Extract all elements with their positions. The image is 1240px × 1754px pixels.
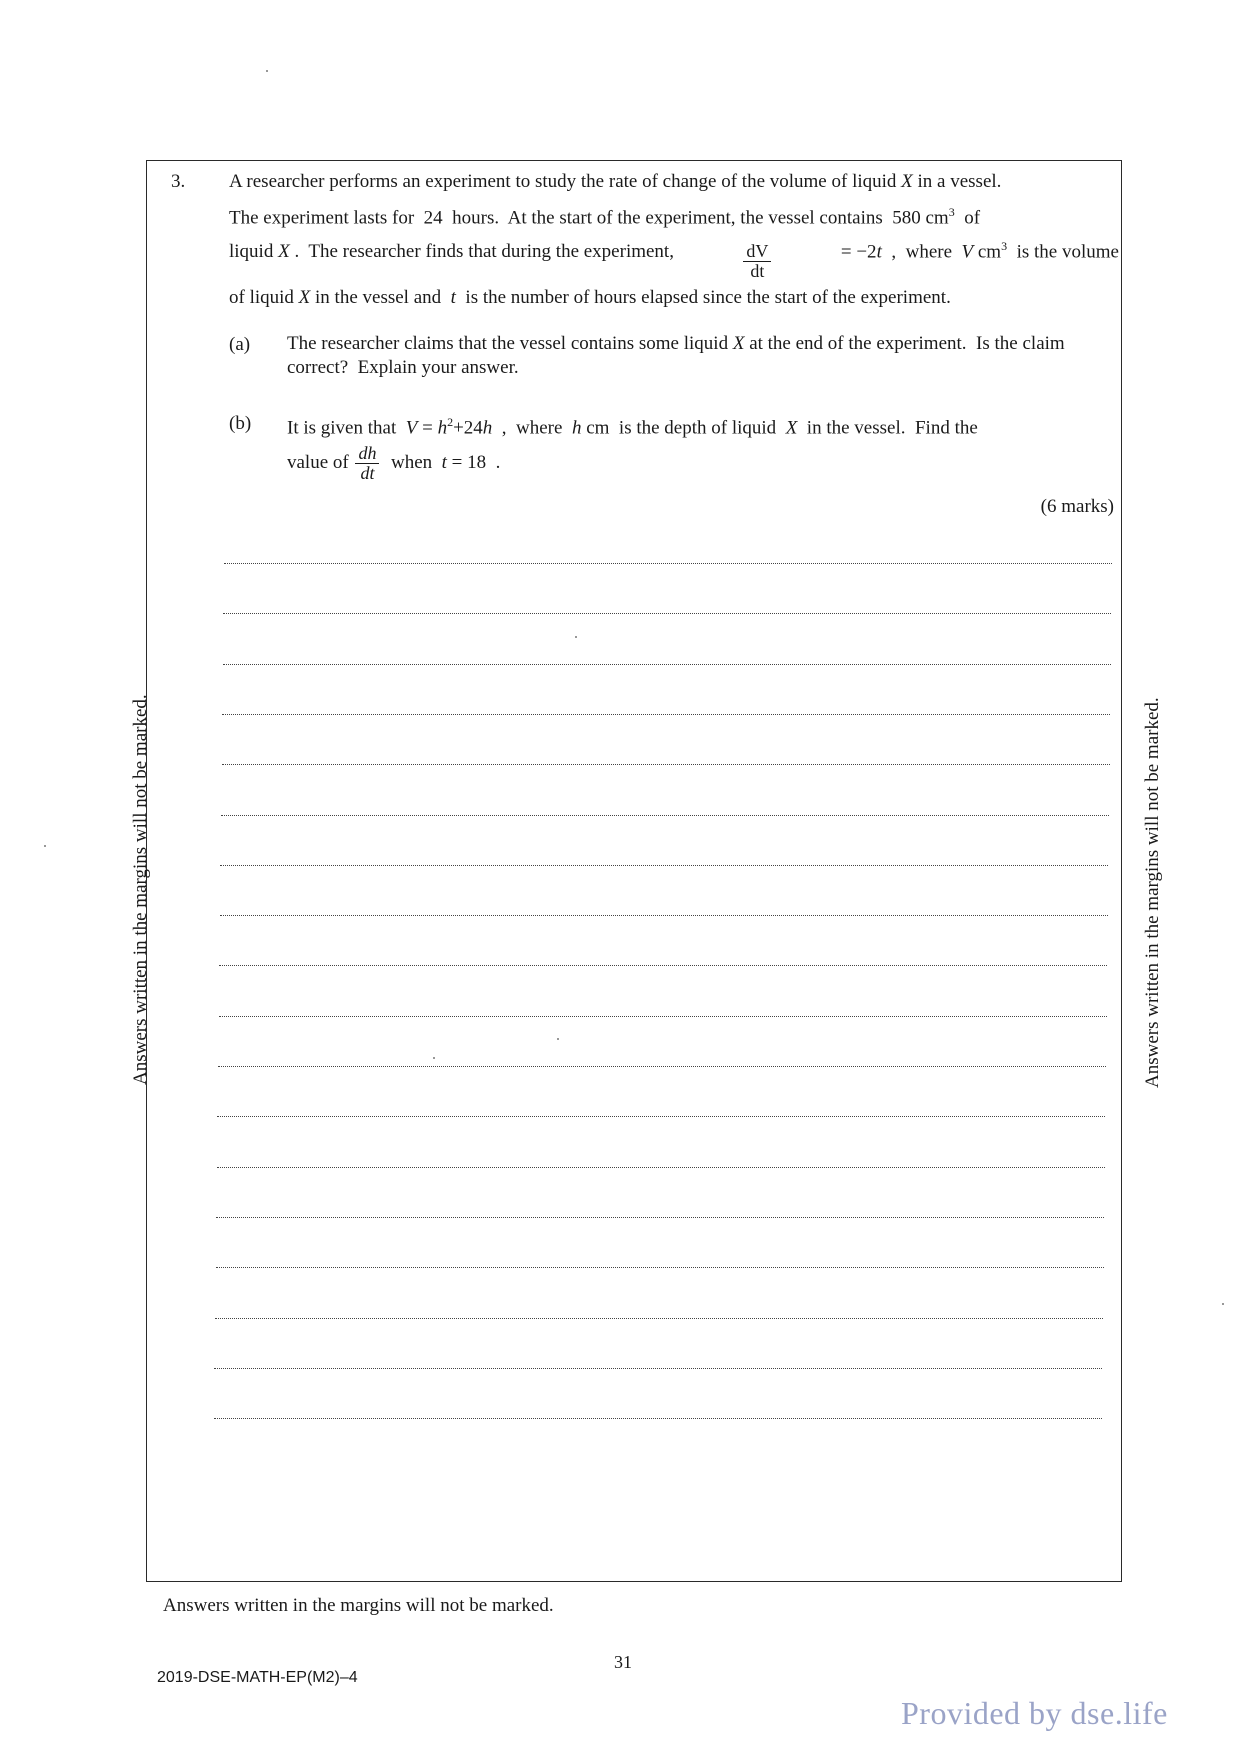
margin-note-right: Answers written in the margins will not be marked.: [1142, 697, 1163, 1088]
answer-line: [216, 1267, 1104, 1268]
answer-line: [222, 764, 1110, 765]
part-a-label: (a): [229, 334, 251, 355]
paper-code: 2019-DSE-MATH-EP(M2)–4: [157, 1669, 358, 1686]
part-b-label: (b): [229, 413, 252, 434]
answer-line: [219, 965, 1107, 966]
watermark: Provided by dse.life: [901, 1695, 1168, 1731]
answer-line: [214, 1368, 1102, 1369]
answer-line: [217, 1116, 1105, 1117]
answer-line: [219, 1016, 1107, 1017]
scan-speck: [433, 1057, 435, 1059]
answer-line: [215, 1318, 1103, 1319]
part-b-text: It is given that $V = h^2+24h$ , where h cm is the depth of liquid X in the vessel. Find the: [287, 415, 978, 439]
answer-line: [224, 563, 1112, 564]
answer-line: [218, 1066, 1106, 1067]
margin-note-left: Answers written in the margins will not be marked.: [130, 694, 151, 1085]
part-a-text: The researcher claims that the vessel contains some liquid X at the end of the experiment. Is the claim correct? Explain your answer.: [287, 333, 1065, 378]
answer-line: [214, 1418, 1102, 1419]
question-number: 3.: [171, 171, 186, 192]
answer-line: [216, 1217, 1104, 1218]
page-number: 31: [614, 1652, 632, 1672]
intro-line-2: The experiment lasts for 24 hours. At the start of the experiment, the vessel contains 580 $cm^3$ of: [229, 205, 981, 229]
dh-dt-fraction: $\frac{dh}{dt}$: [355, 444, 379, 483]
intro-line-4: of liquid X in the vessel and t is the number of hours elapsed since the start of the experiment.: [229, 287, 951, 308]
answer-line: [220, 865, 1108, 866]
scan-speck: [266, 70, 268, 72]
answer-line: [217, 1167, 1105, 1168]
part-b-text-2: value of $\frac{dh}{dt}$ when t = 18 .: [287, 443, 501, 483]
answer-line: [221, 815, 1109, 816]
answer-line: [222, 714, 1110, 715]
intro-line-1: A researcher performs an experiment to study the rate of change of the volume of liquid X in a vessel.: [229, 171, 1002, 192]
intro-line-3: liquid X . The researcher finds that during the experiment, $\frac{dV}{dt}$ = −2t , where V $cm^3$ is the volume: [229, 239, 1119, 282]
scan-speck: [575, 636, 577, 638]
answer-line: [223, 613, 1111, 614]
margin-note-bottom: Answers written in the margins will not be marked.: [163, 1595, 554, 1616]
marks-label: (6 marks): [1040, 496, 1114, 517]
scan-speck: [44, 845, 46, 847]
answer-line: [223, 664, 1111, 665]
dv-dt-fraction: $\frac{dV}{dt}$: [743, 242, 771, 281]
answer-line: [220, 915, 1108, 916]
scan-speck: [1222, 1303, 1224, 1305]
scan-speck: [557, 1038, 559, 1040]
